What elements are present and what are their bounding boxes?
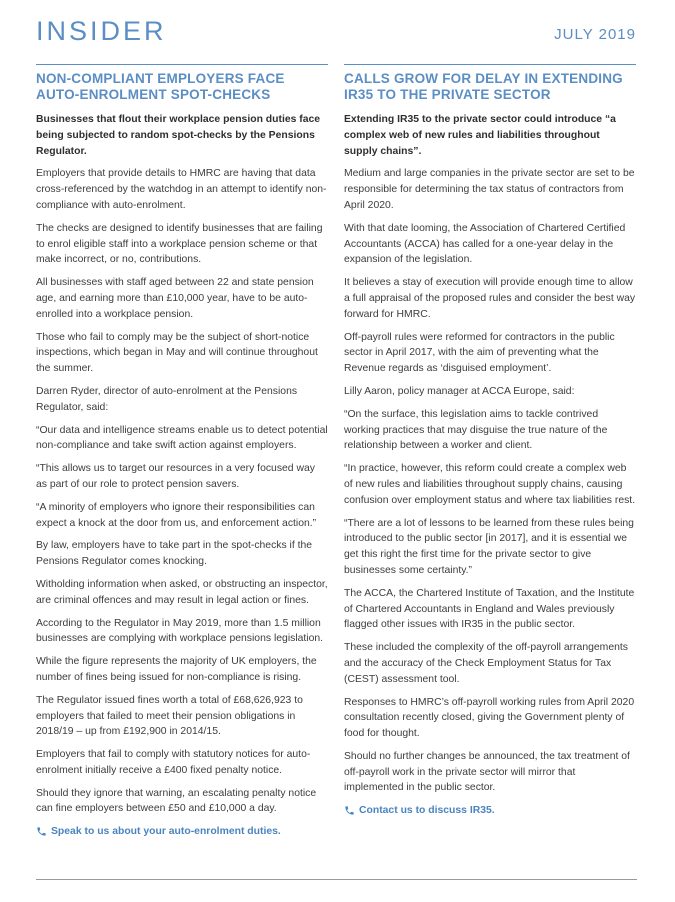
issue-date: JULY 2019 — [554, 26, 636, 43]
contact-link-label[interactable]: Speak to us about your auto-enrolment duties. — [51, 826, 281, 838]
footer-rule — [36, 879, 637, 880]
article-lead: Businesses that flout their workplace pension duties face being subjected to random spot-checks by the Pensions Regulator. — [36, 114, 321, 157]
article-paragraph: Employers that provide details to HMRC are having that data cross-referenced by the watchdog in an attempt to identify non-compliance with auto-enrolment. — [36, 168, 327, 211]
phone-icon — [344, 805, 355, 816]
article-paragraph: Witholding information when asked, or obstructing an inspector, are criminal offences and may result in legal action or fines. — [36, 578, 328, 606]
headline-line-1: NON-COMPLIANT EMPLOYERS FACE — [36, 71, 285, 86]
article-ir35 — [344, 64, 636, 818]
article-quote: “In practice, however, this reform could create a complex web of new rules and liabilities throughout supply chains, causing confusion over employment status and where tax liabilities rest. — [344, 463, 636, 506]
article-auto-enrolment — [36, 64, 328, 839]
article-paragraph: Should they ignore that warning, an escalating penalty notice can fine employers between £50 and £10,000 a day. — [36, 787, 317, 815]
article-quote: “On the surface, this legislation aims to tackle contrived working practices that may disguise the true nature of the relationship between a worker and client. — [344, 408, 608, 452]
publication-title: INSIDER — [36, 16, 167, 46]
article-paragraph: Should no further changes be announced, the tax treatment of off-payroll work in the private sector will mirror that implemented in the public sector. — [344, 750, 630, 794]
article-paragraph: While the figure represents the majority of UK employers, the number of fines being issued for non-compliance is rising. — [36, 656, 317, 683]
article-paragraph: Lilly Aaron, policy manager at ACCA Europe, said: — [344, 385, 575, 397]
article-paragraph: Darren Ryder, director of auto-enrolment at the Pensions Regulator, said: — [36, 385, 298, 413]
article-quote: “A minority of employers who ignore their responsibilities can expect a knock at the door from us, and enforcement action.” — [36, 501, 317, 529]
article-headline — [344, 71, 636, 103]
article-paragraph: Off-payroll rules were reformed for contractors in the public sector in April 2017, with the aim of preventing what the Revenue regards as ‘disguised employment’. — [344, 331, 615, 375]
column-rule — [36, 64, 328, 65]
contact-link-label[interactable]: Contact us to discuss IR35. — [359, 805, 495, 817]
article-quote: “Our data and intelligence streams enable us to detect potential non-compliance and take swift action against employers. — [36, 424, 328, 452]
article-paragraph: Medium and large companies in the private sector are set to be responsible for determining the tax status of contractors from April 2020. — [344, 168, 635, 211]
headline-line-2: IR35 TO THE PRIVATE SECTOR — [344, 87, 551, 102]
article-quote: “This allows us to target our resources in a very focused way as part of our role to protect pension savers. — [36, 463, 315, 490]
article-paragraph: These included the complexity of the off-payroll arrangements and the accuracy of the Check Employment Status for Tax (CEST) assessment tool. — [344, 642, 628, 685]
article-paragraph: Those who fail to comply may be the subject of short-notice inspections, which began in May and will continue throughout the summer. — [36, 331, 318, 375]
article-paragraph: Employers that fail to comply with statutory notices for auto-enrolment initially receive a £400 fixed penalty notice. — [36, 749, 311, 776]
article-paragraph: The Regulator issued fines worth a total of £68,626,923 to employers that failed to meet their pension obligations in 2018/19 – up from £192,900 in 2014/15. — [36, 694, 303, 738]
article-paragraph: All businesses with staff aged between 22 and state pension age, and earning more than £10,000 year, have to be auto-enrolled into a workplace pension. — [36, 277, 314, 320]
article-paragraph: By law, employers have to take part in the spot-checks if the Pensions Regulator comes knocking. — [36, 540, 313, 568]
article-paragraph: The ACCA, the Chartered Institute of Taxation, and the Institute of Chartered Accountants in England and Wales previously flagged other issues with IR35 in the public sector. — [344, 587, 635, 631]
headline-line-2: AUTO-ENROLMENT SPOT-CHECKS — [36, 87, 271, 102]
article-headline — [36, 71, 328, 103]
contact-link-auto-enrolment[interactable] — [36, 824, 328, 839]
column-rule — [344, 64, 636, 65]
article-paragraph: It believes a stay of execution will provide enough time to allow a full appraisal of the proposed rules and consider the best way forward for HMRC. — [344, 277, 636, 320]
article-quote: “There are a lot of lessons to be learned from these rules being introduced to the public sector [in 2017], and it is essential we get this right the first time for the private sector to give businesses some certainty.” — [344, 517, 634, 576]
article-paragraph: With that date looming, the Association of Chartered Certified Accountants (ACCA) has called for a one-year delay in the expansion of the legislation. — [344, 222, 626, 266]
article-paragraph: Responses to HMRC’s off-payroll working rules from April 2020 consultation recently closed, giving the Government plenty of food for thought. — [344, 696, 635, 740]
phone-icon — [36, 826, 47, 837]
article-paragraph: The checks are designed to identify businesses that are failing to enrol eligible staff into a workplace pension scheme or that make incorrect, or no, contributions. — [36, 222, 323, 266]
headline-line-1: CALLS GROW FOR DELAY IN EXTENDING — [344, 71, 623, 86]
contact-link-ir35[interactable] — [344, 803, 636, 818]
article-lead: Extending IR35 to the private sector could introduce “a complex web of new rules and liabilities throughout supply chains”. — [344, 114, 616, 157]
masthead — [36, 14, 636, 54]
article-paragraph: According to the Regulator in May 2019, more than 1.5 million businesses are complying with workplace pensions legislation. — [36, 617, 324, 645]
